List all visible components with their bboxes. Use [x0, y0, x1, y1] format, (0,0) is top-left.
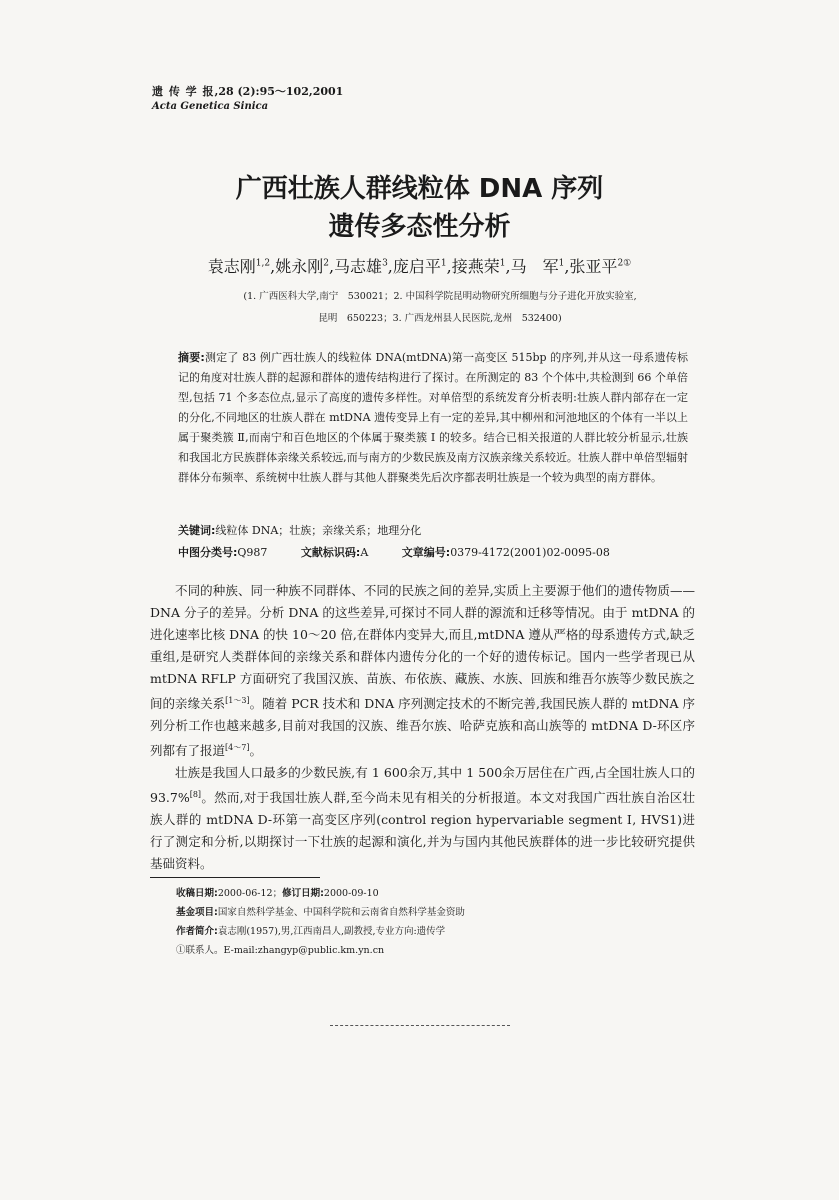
title-line-1: 广西壮族人群线粒体 DNA 序列: [235, 174, 604, 204]
footnote-divider: [150, 877, 320, 878]
journal-header: [152, 84, 343, 114]
journal-citation: ,28 (2):95～102,2001: [214, 85, 344, 98]
main-text: [150, 580, 695, 875]
abstract-text: 测定了 83 例广西壮族人的线粒体 DNA(mtDNA)第一高变区 515bp 的序列,并从这一母系遗传标记的角度对壮族人群的起源和群体的遗传结构进行了探讨。在所测定的 83 个个体中,共检测到 66 个单倍型,包括 71 个多态位点,显示了高度的遗传多样性。对单倍型的系统发育分析表明:壮族人群内部存在一定的分化,不同地区的壮族人群在 mtDNA 遗传变异上有一定的差异,其中柳州和河池地区的个体有一半以上属于聚类簇 Ⅱ,而南宁和百色地区的个体属于聚类簇 Ⅰ 的较多。结合已相关报道的人群比较分析显示,壮族和我国北方民族群体亲缘关系较远,而与南方的少数民族及南方汉族亲缘关系较近。壮族人群中单倍型辐射群体分布频率、系统树中壮族人群与其他人群聚类先后次序都表明壮族是一个较为典型的南方群体。: [178, 351, 688, 484]
clc-label: 中图分类号:: [178, 546, 238, 559]
title-line-2: 遗传多态性分析: [328, 212, 511, 242]
author-note: 作者简介:袁志刚(1957),男,江西南昌人,副教授,专业方向:遗传学: [176, 926, 446, 937]
author: 姚永刚$^2$: [275, 257, 329, 276]
author: 马志雄$^3$: [334, 257, 388, 276]
author: 庞启平$^1$: [392, 257, 447, 276]
article-number-label: 文章编号:: [401, 546, 451, 559]
footnotes: [176, 884, 696, 960]
abstract: [178, 348, 688, 488]
author: 接燕荣$^1$: [451, 257, 506, 276]
author-list: 袁志刚$^{1,2}$,姚永刚$^2$,马志雄$^3$,庞启平$^1$,接燕荣$^1$,马 军$^1$,张亚平$^{2①}$: [207, 257, 632, 276]
dates-note: 收稿日期:2000-06-12；修订日期:2000-09-10: [176, 888, 379, 899]
paper-title: [0, 170, 839, 246]
article-number-value: 0379-4172(2001)02-0095-08: [450, 546, 610, 559]
author: 张亚平$^{2①}$: [569, 257, 632, 276]
affiliation-line-2: 昆明 650223；3. 广西龙州县人民医院,龙州 532400): [318, 313, 562, 324]
keywords-label: 关键词:: [178, 524, 216, 537]
contact-note: ①联系人。E-mail:zhangyp@public.km.yn.cn: [176, 945, 385, 956]
citation-ref: [8]: [189, 790, 202, 800]
keywords-text: 线粒体 DNA；壮族；亲缘关系；地理分化: [215, 524, 422, 537]
doc-code-value: A: [360, 546, 369, 559]
clc-value: Q987: [237, 546, 268, 559]
author: 马 军$^1$: [510, 257, 565, 276]
doc-code-label: 文献标识码:: [300, 546, 361, 559]
paragraph: 壮族是我国人口最多的少数民族,有 1 600余万,其中 1 500余万居住在广西,占全国壮族人口的 93.7%[8]。然而,对于我国壮族人群,至今尚未见有相关的分析报道。本文对我国广西壮族自治区壮族人群的 mtDNA D-环第一高变区序列(control region hypervariable segment Ⅰ, HVS1)进行了测定和分析,以期探讨一下壮族的起源和演化,并为与国内其他民族群体的进一步比较研究提供基础资料。: [150, 765, 695, 872]
journal-name-cn: 遗 传 学 报: [152, 85, 215, 98]
keywords: [178, 522, 688, 538]
affiliations: [205, 286, 675, 330]
author: 袁志刚$^{1,2}$: [207, 257, 271, 276]
journal-name-en: Acta Genetica Sinica: [152, 101, 269, 112]
paragraph: 不同的种族、同一种族不同群体、不同的民族之间的差异,实质上主要源于他们的遗传物质——DNA 分子的差异。分析 DNA 的这些差异,可探讨不同人群的源流和迁移等情况。由于 mtDNA 的进化速率比核 DNA 的快 10～20 倍,在群体内变异大,而且,mtDNA 遵从严格的母系遗传方式,缺乏重组,是研究人类群体间的亲缘关系和群体内遗传分化的一个好的遗传标记。国内一些学者现已从 mtDNA RFLP 方面研究了我国汉族、苗族、布依族、藏族、水族、回族和维吾尔族等少数民族之间的亲缘关系[1～3]。随着 PCR 技术和 DNA 序列测定技术的不断完善,我国民族人群的 mtDNA 序列分析工作也越来越多,目前对我国的汉族、维吾尔族、哈萨克族和高山族等的 mtDNA D-环区序列都有了报道[4～7]。: [150, 583, 695, 759]
bottom-divider: [330, 1025, 510, 1026]
abstract-label: 摘要:: [178, 351, 205, 364]
citation-ref: [1～3]: [225, 696, 250, 705]
classification-line: [178, 544, 688, 560]
citation-ref: [4～7]: [225, 743, 250, 753]
fund-note: 基金项目:国家自然科学基金、中国科学院和云南省自然科学基金资助: [176, 907, 465, 918]
affiliation-line-1: (1. 广西医科大学,南宁 530021；2. 中国科学院昆明动物研究所细胞与分子进化开放实验室,: [243, 291, 637, 302]
